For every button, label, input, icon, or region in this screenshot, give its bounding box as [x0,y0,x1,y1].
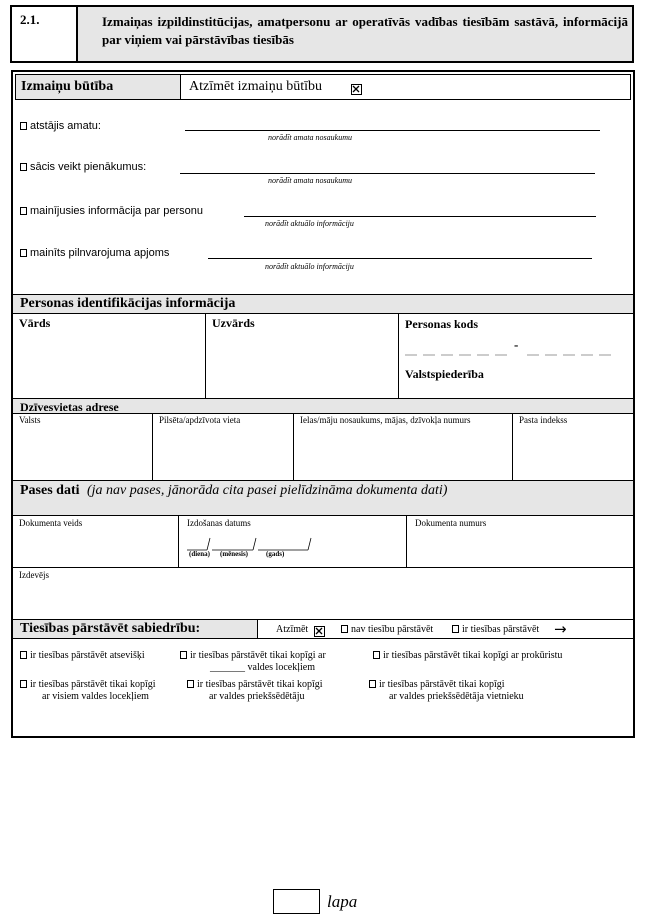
rep-option-2[interactable] [180,650,326,674]
postal-label: Pasta indekss [519,415,568,425]
page-number-box[interactable] [273,889,320,914]
change-option-authority[interactable] [20,247,169,259]
last-name-cell[interactable] [206,314,399,398]
passport-heading-bar [13,480,633,516]
first-name-label: Vārds [19,316,51,330]
arrow-right-icon: → [554,620,567,638]
section-number: 2.1. [20,12,40,27]
rep-option-line1: ir tiesības pārstāvēt tikai kopīgi ar [190,650,326,661]
no-rights-option[interactable] [341,624,433,635]
personal-code-dash: - [514,337,519,352]
personal-code-label: Personas kods [405,317,479,331]
address-heading-bar [13,398,633,414]
section-title: Izmaiņas izpildinstitūcijas, amatpersonu ar operatīvās vadības tiesībām sastāvā, informācijā par viņiem vai pārstāvības tiesībās [102,14,628,47]
issuer-label: Izdevējs [19,570,49,580]
position-name-line-1[interactable] [185,130,600,131]
section-header [10,5,634,63]
hint-4: norādīt aktuālo informāciju [265,262,354,271]
checkbox-icon[interactable] [180,651,187,659]
checkbox-icon[interactable] [187,680,194,688]
issuer-cell[interactable] [13,567,633,619]
checkbox-icon[interactable] [20,680,27,688]
checked-box-icon [314,626,325,637]
rep-option-line2: _______ valdes locekļiem [210,662,315,673]
identification-heading-bar [13,294,633,314]
country-label: Valsts [19,415,41,425]
passport-heading: Pases dati [20,483,80,498]
page-label: lapa [327,892,358,911]
change-option-label: atstājis amatu: [30,120,101,132]
city-label: Pilsēta/apdzīvota vieta [159,415,241,425]
position-name-line-2[interactable] [180,173,595,174]
checkbox-icon[interactable] [20,651,27,659]
street-cell[interactable] [294,414,513,480]
info-line-3[interactable] [244,216,596,217]
rep-option-line1: ir tiesības pārstāvēt tikai kopīgi [379,679,505,690]
doc-type-cell[interactable] [13,516,179,567]
doc-number-cell[interactable] [407,516,633,567]
representation-mark-cell [257,619,633,639]
country-cell[interactable] [13,414,153,480]
rep-option-line2: ar visiem valdes locekļiem [42,691,149,702]
checkbox-icon[interactable] [20,163,27,171]
passport-heading-line [20,483,447,499]
checkbox-icon[interactable] [20,122,27,130]
change-option-label: mainījusies informācija par personu [30,205,204,217]
change-option-label: sācis veikt pienākumus: [30,161,147,173]
checkbox-icon[interactable] [452,625,459,633]
passport-note: (ja nav pases, jānorāda cita pasei pielīdzināma dokumenta dati) [87,483,448,498]
checkbox-icon[interactable] [20,207,27,215]
changes-mark-cell [180,74,631,100]
rep-option-line2: ar valdes priekšsēdētāju [209,691,305,702]
rep-option-6[interactable] [369,679,524,703]
checkbox-icon[interactable] [369,680,376,688]
checkbox-icon[interactable] [373,651,380,659]
info-line-4[interactable] [208,258,592,259]
representation-mark-label: Atzīmēt [276,624,309,635]
first-name-cell[interactable] [13,314,206,398]
section-number-cell [12,7,78,61]
change-option-left-quit[interactable] [20,120,101,132]
personal-code-slots[interactable] [405,344,617,358]
has-rights-option[interactable] [452,624,539,635]
change-option-info-changed[interactable] [20,205,203,217]
hint-1: norādīt amata nosaukumu [268,133,352,142]
rep-option-line1: ir tiesības pārstāvēt tikai kopīgi [30,679,156,690]
last-name-label: Uzvārds [212,316,255,330]
hint-2: norādīt amata nosaukumu [268,176,352,185]
address-heading: Dzīvesvietas adrese [20,400,119,414]
rep-option-1[interactable] [20,650,145,662]
has-rights-label: ir tiesības pārstāvēt [462,624,540,635]
checkbox-icon[interactable] [20,249,27,257]
doc-type-label: Dokumenta veids [19,518,83,528]
date-part-day: (diena) [189,550,210,558]
city-cell[interactable] [153,414,294,480]
issue-date-cell[interactable] [179,516,407,567]
changes-mark-label: Atzīmēt izmaiņu būtību [189,79,322,94]
date-part-month: (mēnesis) [220,550,248,558]
citizenship-label[interactable]: Valstspiederība [405,367,484,381]
issue-date-label: Izdošanas datums [187,518,251,528]
changes-heading-cell [15,74,181,100]
rep-option-3[interactable] [373,650,562,662]
rep-option-5[interactable] [187,679,323,703]
change-option-label: mainīts pilnvarojuma apjoms [30,247,170,259]
representation-heading: Tiesības pārstāvēt sabiedrību: [20,621,201,636]
rep-option-line1: ir tiesības pārstāvēt atsevišķi [30,650,145,661]
street-label: Ielas/māju nosaukums, mājas, dzīvokļa numurs [300,415,471,425]
personal-code-cell [399,314,633,398]
rep-option-line1: ir tiesības pārstāvēt tikai kopīgi ar prokūristu [383,650,563,661]
doc-number-label: Dokumenta numurs [415,518,487,528]
change-option-started[interactable] [20,161,146,173]
postal-cell[interactable] [513,414,633,480]
identification-heading: Personas identifikācijas informācija [20,296,236,311]
checked-box-icon [351,84,362,95]
rep-option-4[interactable] [20,679,156,703]
rep-option-line2: ar valdes priekšsēdētāja vietnieku [389,691,524,702]
checkbox-icon[interactable] [341,625,348,633]
no-rights-label: nav tiesību pārstāvēt [351,624,434,635]
hint-3: norādīt aktuālo informāciju [265,219,354,228]
date-part-year: (gads) [266,550,285,558]
changes-heading: Izmaiņu būtība [21,79,114,94]
rep-option-line1: ir tiesības pārstāvēt tikai kopīgi [197,679,323,690]
